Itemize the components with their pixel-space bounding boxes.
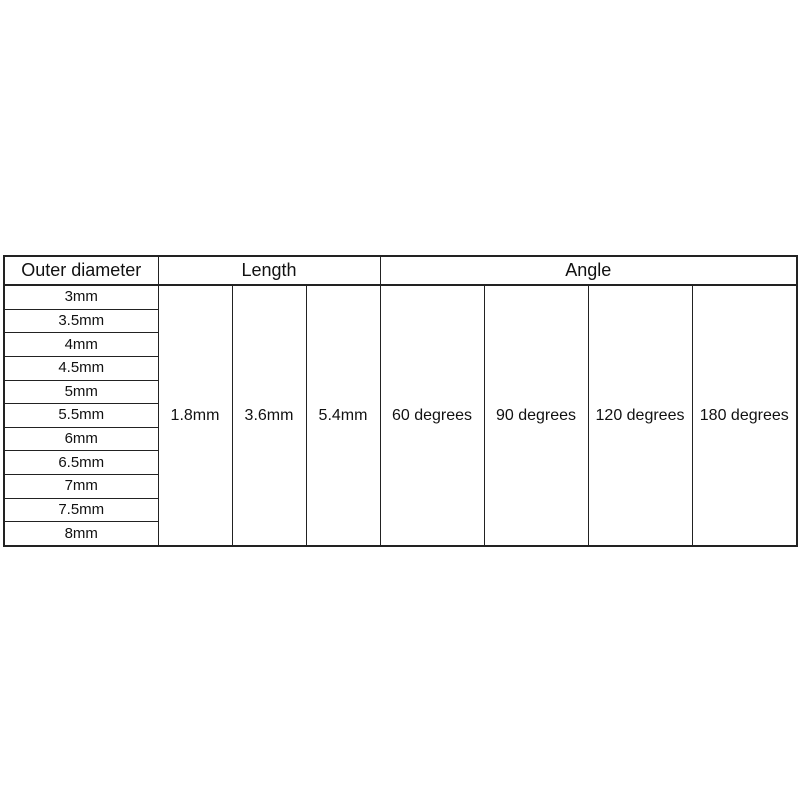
outer-diameter-cell: 7mm: [4, 475, 158, 499]
outer-diameter-cell: 4.5mm: [4, 356, 158, 380]
length-cell: 3.6mm: [232, 285, 306, 546]
angle-cell: 90 degrees: [484, 285, 588, 546]
angle-cell: 60 degrees: [380, 285, 484, 546]
spec-table: [3, 255, 798, 547]
header-length: Length: [158, 256, 380, 285]
length-cell: 1.8mm: [158, 285, 232, 546]
angle-cell: 120 degrees: [588, 285, 692, 546]
length-cell: 5.4mm: [306, 285, 380, 546]
table-row: [4, 285, 797, 309]
outer-diameter-cell: 7.5mm: [4, 498, 158, 522]
outer-diameter-cell: 4mm: [4, 333, 158, 357]
header-row: [4, 256, 797, 285]
angle-cell: 180 degrees: [692, 285, 797, 546]
outer-diameter-cell: 3.5mm: [4, 309, 158, 333]
outer-diameter-cell: 8mm: [4, 522, 158, 546]
header-outer-diameter: Outer diameter: [4, 256, 158, 285]
outer-diameter-cell: 6.5mm: [4, 451, 158, 475]
outer-diameter-cell: 5mm: [4, 380, 158, 404]
outer-diameter-cell: 5.5mm: [4, 404, 158, 428]
header-angle: Angle: [380, 256, 797, 285]
outer-diameter-cell: 6mm: [4, 427, 158, 451]
outer-diameter-cell: 3mm: [4, 285, 158, 309]
